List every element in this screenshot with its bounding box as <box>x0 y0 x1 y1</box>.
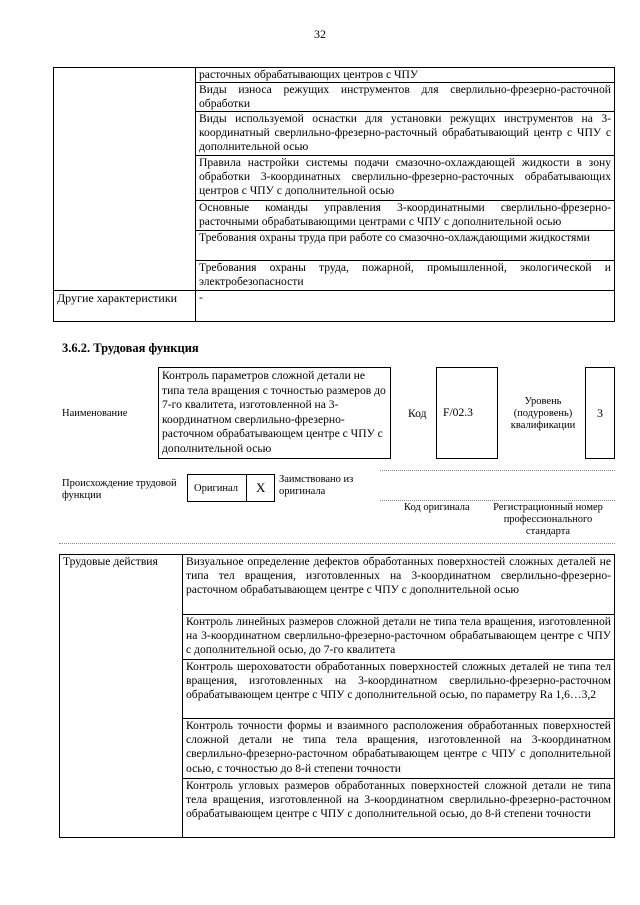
original-mark: X <box>256 480 266 495</box>
other-characteristics-value: - <box>196 291 615 322</box>
function-code-box: F/02.3 <box>436 367 498 459</box>
origin-divider <box>246 474 247 502</box>
reg-number-label: Регистрационный номер профессионального стандарта <box>493 502 603 537</box>
labor-action-item: Контроль угловых размеров обработанных поверхностей сложной детали не типа тела вращения, изготовленной на 3-координатном сверлильно-фрезерно-расточном обрабатывающем центре с ЧПУ с дополнительной осью, до 8-й степени точности <box>183 779 615 838</box>
borrowed-label: Заимствовано из оригинала <box>279 474 354 497</box>
knowledge-item: Требования охраны труда при работе со смазочно-охлаждающими жидкостями <box>196 231 615 261</box>
labor-actions-label: Трудовые действия <box>60 555 183 838</box>
level-label: Уровень (подуровень) квалификации <box>510 396 576 431</box>
section-title: 3.6.2. Трудовая функция <box>62 341 199 355</box>
code-original-label: Код оригинала <box>404 502 470 513</box>
knowledge-item: Виды используемой оснастки для установки режущих инструментов на 3-координатный сверлильно-фрезерно-расточный обрабатывающий центр с ЧПУ с дополнительной осью <box>196 112 615 156</box>
knowledge-label-cell <box>54 68 196 291</box>
page-number: 32 <box>314 27 326 41</box>
origin-bottom-line <box>380 500 615 501</box>
code-label: Код <box>408 407 427 420</box>
original-label: Оригинал <box>194 483 238 494</box>
other-characteristics-label: Другие характеристики <box>54 291 196 322</box>
level-value-box: 3 <box>585 367 615 459</box>
labor-actions-table <box>59 554 615 838</box>
knowledge-item: Виды износа режущих инструментов для сверлильно-фрезерно-расточной обработки <box>196 83 615 112</box>
origin-label: Происхождение трудовой функции <box>62 478 177 501</box>
knowledge-item: расточных обрабатывающих центров с ЧПУ <box>196 68 615 83</box>
labor-action-item: Контроль шероховатости обработанных поверхностей сложных деталей не типа тел вращения, изготовленных на 3-координатном сверлильно-фрезерно-расточном обрабатывающем центре с ЧПУ с дополнительной осью, по параметру Ra 1,6…3,2 <box>183 660 615 719</box>
labor-action-item: Визуальное определение дефектов обработанных поверхностей сложных деталей не типа тел вращения, изготовленных на 3-координатном сверлильно-фрезерно-расточном обрабатывающем центре с ЧПУ с дополнительной осью <box>183 555 615 615</box>
knowledge-item: Основные команды управления 3-координатными сверлильно-фрезерно-расточными обрабатывающими центрами с ЧПУ с дополнительной осью <box>196 201 615 231</box>
knowledge-item: Требования охраны труда, пожарной, промышленной, экологической и электробезопасности <box>196 261 615 291</box>
origin-top-line <box>380 470 615 471</box>
knowledge-table <box>53 67 615 322</box>
labor-action-item: Контроль линейных размеров сложной детали не типа тела вращения, изготовленной на 3-координатном сверлильно-фрезерно-расточном обрабатывающем центре с ЧПУ с дополнительной осью, до 7-го квалитета <box>183 615 615 660</box>
name-label: Наименование <box>62 408 128 419</box>
labor-action-item: Контроль точности формы и взаимного расположения обработанных поверхностей сложной детали не типа тела вращения, изготовленной на 3-координатном сверлильно-фрезерно-расточном обрабатывающем центре с ЧПУ с дополнительной осью, с точностью до 8-й степени точности <box>183 719 615 779</box>
knowledge-item: Правила настройки системы подачи смазочно-охлаждающей жидкости в зону обработки 3-координатных сверлильно-фрезерно-расточных обрабатывающих центров с ЧПУ с дополнительной осью <box>196 156 615 201</box>
function-name-box: Контроль параметров сложной детали не типа тела вращения с точностью размеров до 7-го квалитета, изготовленной на 3-координатном сверлильно-фрезерно-расточном обрабатывающем центре с ЧПУ с дополнительной осью <box>158 367 391 459</box>
separator-line <box>59 543 615 544</box>
